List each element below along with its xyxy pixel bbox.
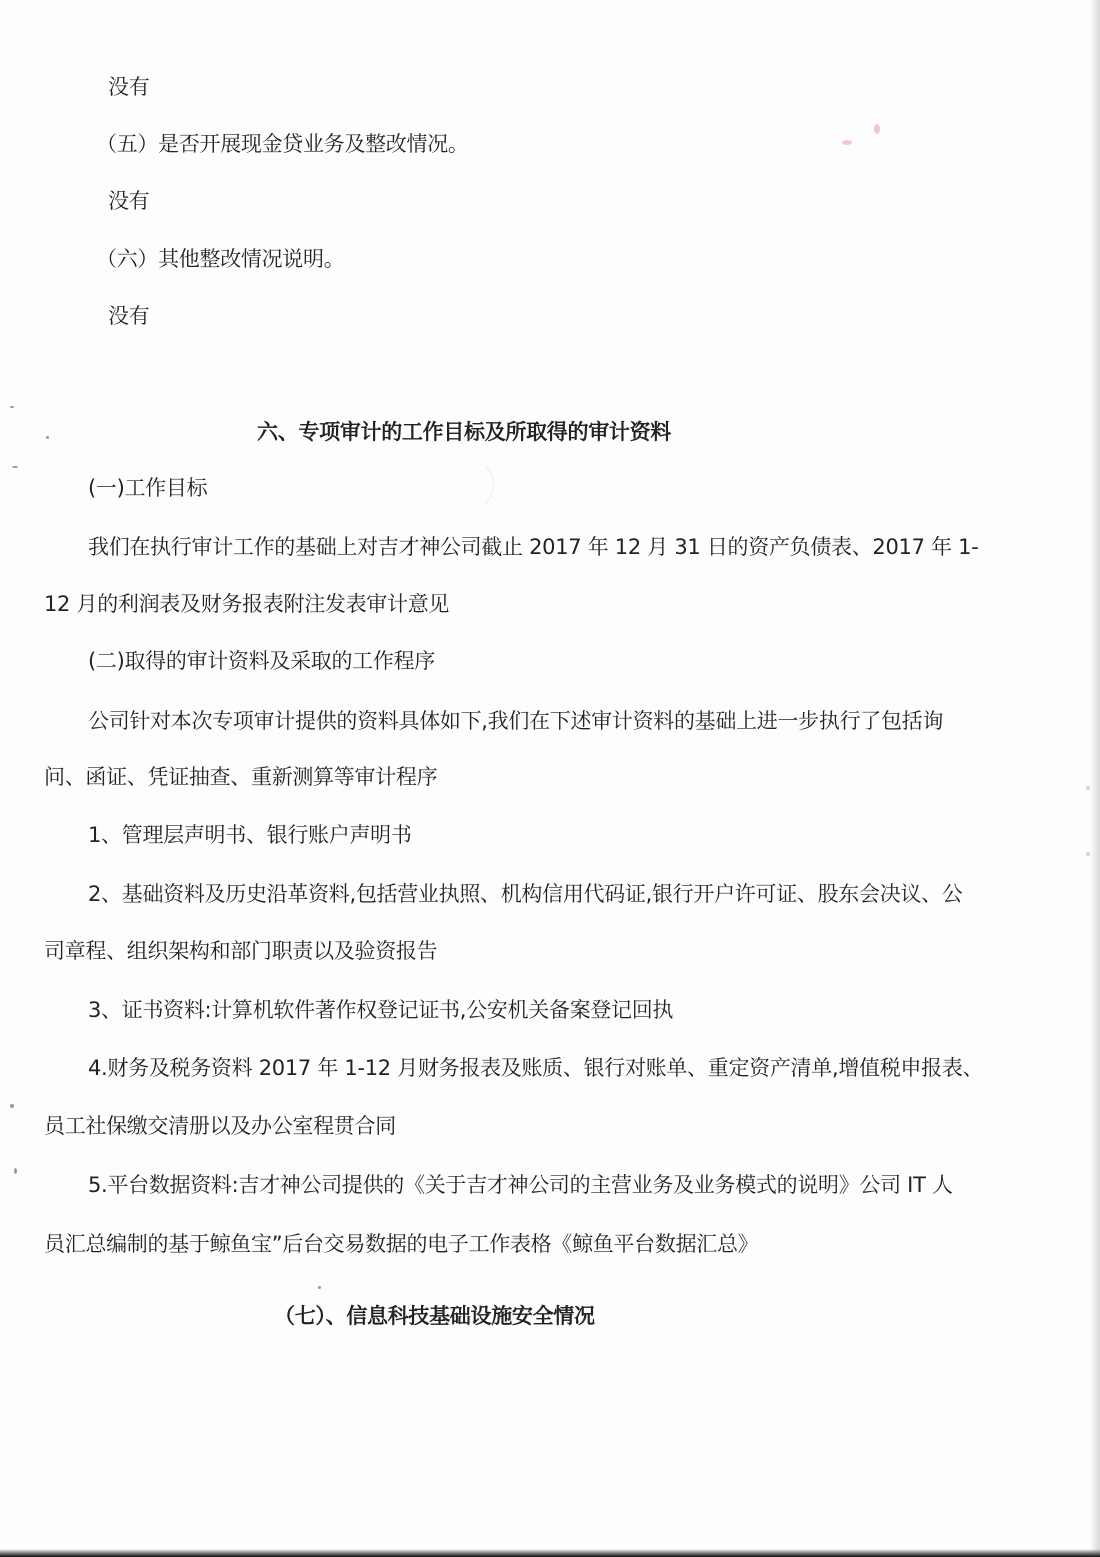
scan-bottom-edge [0, 1549, 1100, 1557]
list-item-2-line-1: 2、基础资料及历史沿革资料,包括营业执照、机构信用代码证,银行开户许可证、股东会决议、公 [88, 882, 963, 906]
scan-speck-2 [46, 436, 49, 439]
subsection-materials-procedures: (二)取得的审计资料及采取的工作程序 [88, 649, 435, 673]
answer-none-1: 没有 [108, 75, 150, 99]
paragraph-materials-line-1: 公司针对本次专项审计提供的资料具体如下,我们在下述审计资料的基础上进一步执行了包括询 [88, 709, 944, 733]
item-six-heading: （六）其他整改情况说明。 [96, 247, 345, 271]
pink-scan-mark [842, 140, 852, 145]
scan-speck [10, 406, 14, 408]
list-item-5-line-1: 5.平台数据资料:吉才神公司提供的《关于吉才神公司的主营业务及业务模式的说明》公司 IT 人 [88, 1173, 953, 1197]
list-item-1: 1、管理层声明书、银行账户声明书 [88, 823, 412, 847]
scan-speck-6 [318, 1286, 321, 1289]
scan-speck-5 [14, 1168, 17, 1174]
list-item-4-line-1: 4.财务及税务资料 2017 年 1-12 月财务报表及账质、银行对账单、重定资产清单,增值税申报表、 [88, 1056, 984, 1080]
scan-speck-4 [10, 1104, 14, 1108]
paragraph-objective-line-1: 我们在执行审计工作的基础上对吉才神公司截止 2017 年 12 月 31 日的资产负债表、2017 年 1- [88, 535, 979, 559]
scan-speck-3 [12, 466, 18, 468]
section-six-title: 六、专项审计的工作目标及所取得的审计资料 [257, 420, 671, 444]
list-item-2-line-2: 司章程、组织架构和部门职责以及验资报告 [44, 939, 438, 963]
section-seven-title: （七）、信息科技基础设施安全情况 [274, 1304, 595, 1328]
list-item-5-line-2: 员汇总编制的基于鲸鱼宝”后台交易数据的电子工作表格《鲸鱼平台数据汇总》 [44, 1232, 759, 1256]
list-item-4-line-2: 员工社保缴交清册以及办公室程贯合同 [44, 1114, 396, 1138]
faint-scan-arc [440, 458, 494, 512]
scan-right-edge [1090, 0, 1100, 1557]
answer-none-2: 没有 [108, 189, 150, 213]
paragraph-objective-line-2: 12 月的利润表及财务报表附注发表审计意见 [44, 592, 450, 616]
answer-none-3: 没有 [108, 304, 150, 328]
pink-scan-mark-2 [874, 124, 880, 134]
subsection-work-objective: (一)工作目标 [88, 476, 208, 500]
paragraph-materials-line-2: 问、函证、凭证抽查、重新测算等审计程序 [44, 765, 438, 789]
item-five-heading: （五）是否开展现金贷业务及整改情况。 [96, 132, 469, 156]
list-item-3: 3、证书资料:计算机软件著作权登记证书,公安机关备案登记回执 [88, 998, 674, 1022]
